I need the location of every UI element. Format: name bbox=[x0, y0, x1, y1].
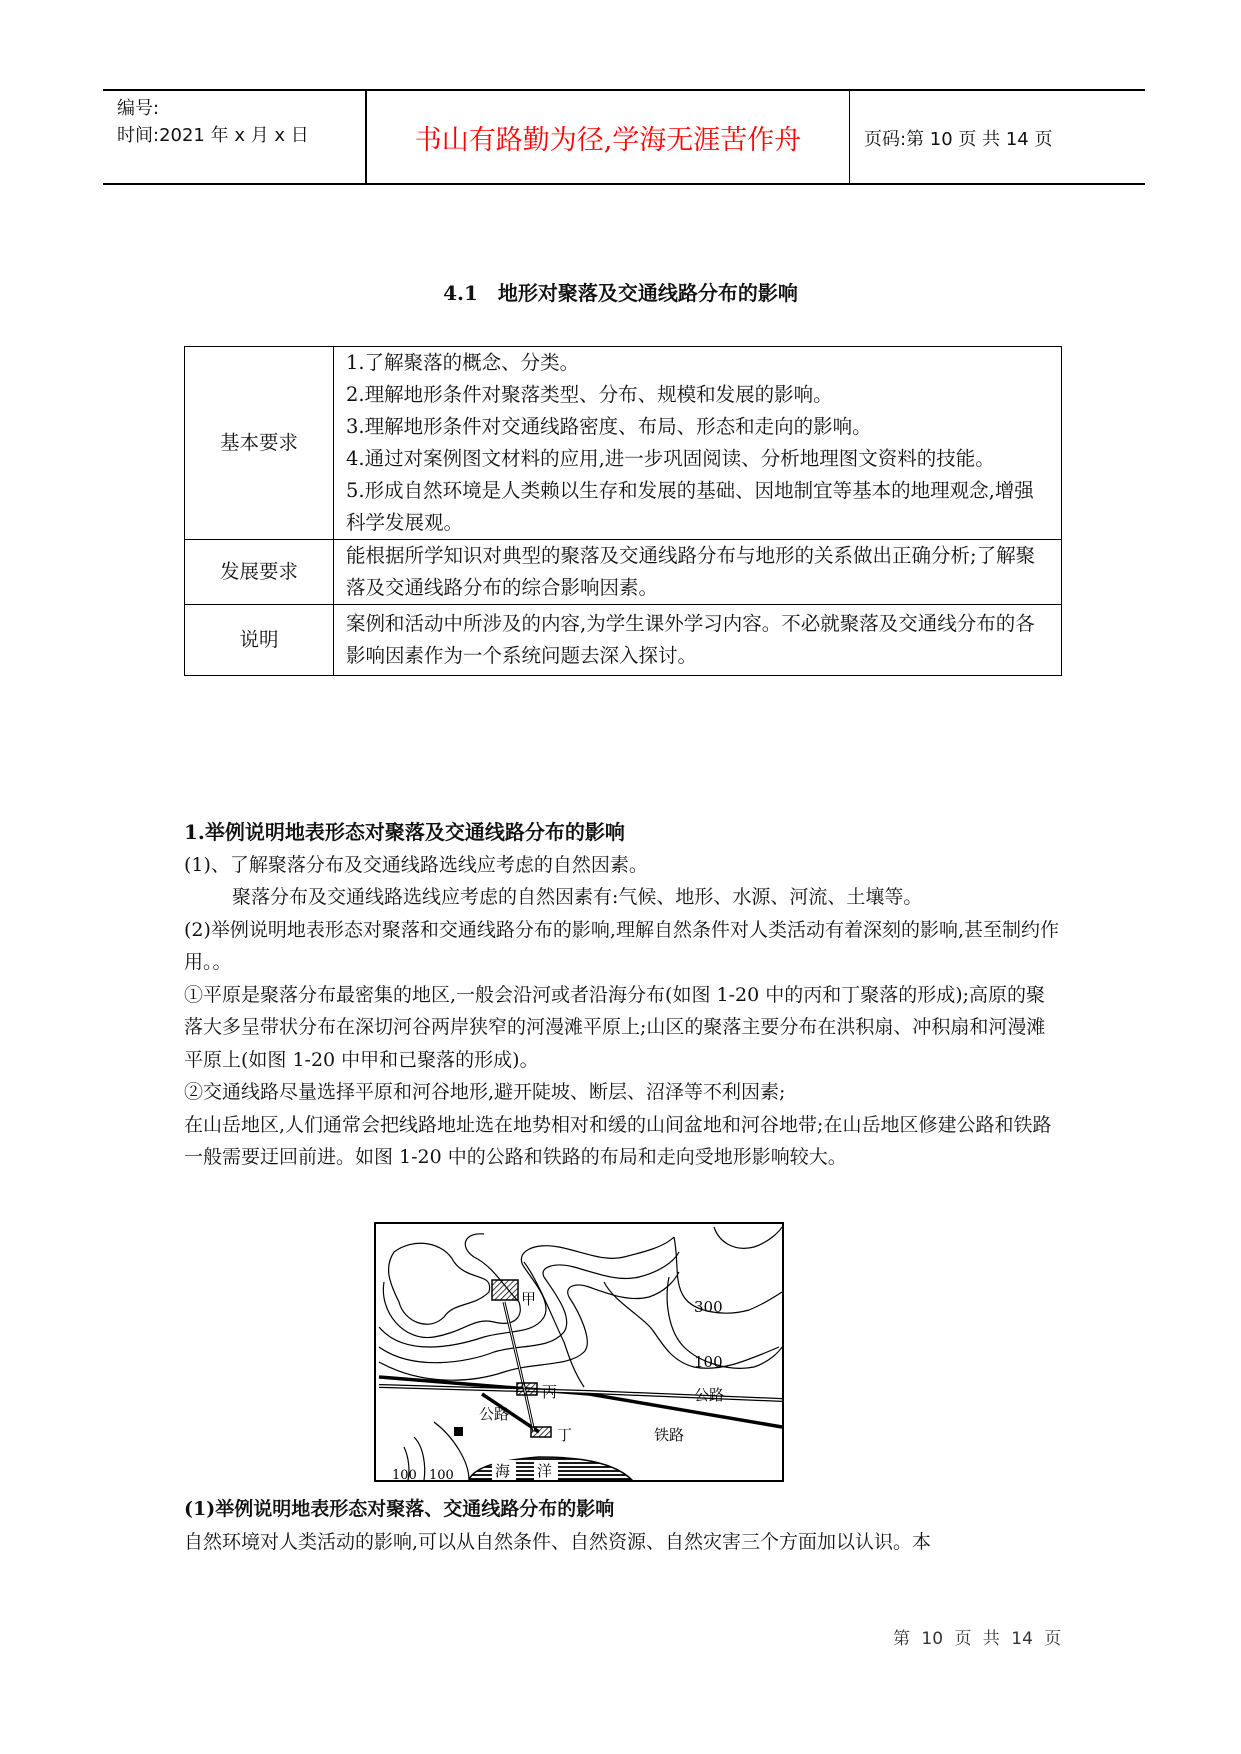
document-header bbox=[103, 89, 1145, 185]
list-item: 3.理解地形条件对交通线路密度、布局、形态和走向的影响。 bbox=[346, 415, 872, 438]
settlement-bing-marker bbox=[517, 1383, 537, 1395]
motto: 书山有路勤为径,学海无涯苦作舟 bbox=[414, 125, 802, 156]
label-contour-300: 300 bbox=[694, 1298, 723, 1316]
paragraph: 聚落分布及交通线路选线应考虑的自然因素有:气候、地形、水源、河流、土壤等。 bbox=[232, 886, 923, 908]
label-contour-100-a: 100 bbox=[392, 1468, 417, 1482]
paragraph: (1)、了解聚落分布及交通线路选线应考虑的自然因素。 bbox=[184, 853, 648, 876]
section-1 bbox=[184, 816, 1064, 1174]
row-value: 案例和活动中所涉及的内容,为学生课外学习内容。不必就聚落及交通线分布的各影响因素作为一个系统问题去深入探讨。 bbox=[334, 605, 1062, 676]
section-heading: (1)举例说明地表形态对聚落、交通线路分布的影响 bbox=[184, 1498, 615, 1520]
row-key: 说明 bbox=[185, 605, 334, 676]
label-sea-2: 洋 bbox=[537, 1462, 553, 1480]
list-item: 2.理解地形条件对聚落类型、分布、规模和发展的影响。 bbox=[346, 383, 833, 406]
row-value: 能根据所学知识对典型的聚落及交通线路分布与地形的关系做出正确分析;了解聚落及交通线路分布的综合影响因素。 bbox=[334, 540, 1062, 605]
table-row bbox=[185, 605, 1062, 676]
row-key: 基本要求 bbox=[185, 347, 334, 540]
paragraph: ①平原是聚落分布最密集的地区,一般会沿河或者沿海分布(如图 1-20 中的丙和丁聚落的形成);高原的聚落大多呈带状分布在深切河谷两岸狭窄的河漫滩平原上;山区的聚落主要分布在洪积扇、冲积扇和河漫滩平原上(如图 1-20 中甲和已聚落的形成)。 bbox=[184, 983, 1046, 1071]
requirements-table bbox=[184, 346, 1062, 676]
page-footer: 第 10 页 共 14 页 bbox=[893, 1629, 1062, 1649]
table-row bbox=[185, 540, 1062, 605]
label-sea-1: 海 bbox=[495, 1462, 511, 1480]
paragraph: 自然环境对人类活动的影响,可以从自然条件、自然资源、自然灾害三个方面加以认识。本 bbox=[184, 1530, 932, 1553]
label-road-right: 公路 bbox=[694, 1386, 725, 1404]
paragraph: (2)举例说明地表形态对聚落和交通线路分布的影响,理解自然条件对人类活动有着深刻的影响,甚至制约作用。。 bbox=[184, 918, 1059, 973]
row-key: 发展要求 bbox=[185, 540, 334, 605]
paragraph: ②交通线路尽量选择平原和河谷地形,避开陡坡、断层、沼泽等不利因素; bbox=[184, 1081, 786, 1103]
map-frame bbox=[375, 1223, 783, 1481]
label-railway: 铁路 bbox=[654, 1426, 685, 1444]
section-2 bbox=[184, 1493, 1064, 1558]
label-road-left: 公路 bbox=[479, 1405, 510, 1423]
paragraph: 在山岳地区,人们通常会把线路地址选在地势相对和缓的山间盆地和河谷地带;在山岳地区修建公路和铁路一般需要迂回前进。如图 1-20 中的公路和铁路的布局和走向受地形影响较大。 bbox=[184, 1113, 1052, 1168]
label-ding: 丁 bbox=[557, 1426, 573, 1444]
label-contour-100: 100 bbox=[694, 1353, 723, 1371]
header-page-cell bbox=[850, 91, 1145, 183]
page-title: 4.1 地形对聚落及交通线路分布的影响 bbox=[443, 281, 798, 305]
date-label: 时间:2021 年 x 月 x 日 bbox=[117, 125, 309, 146]
settlement-ji-marker bbox=[454, 1427, 463, 1436]
list-item: 4.通过对案例图文材料的应用,进一步巩固阅读、分析地理图文资料的技能。 bbox=[346, 447, 995, 470]
header-motto-cell bbox=[367, 91, 850, 183]
settlement-ding-marker bbox=[531, 1427, 551, 1437]
label-jia: 甲 bbox=[521, 1290, 537, 1308]
label-contour-100-b: 100 bbox=[429, 1468, 454, 1482]
list-item: 1.了解聚落的概念、分类。 bbox=[346, 351, 580, 374]
row-value bbox=[334, 347, 1062, 540]
table-row bbox=[185, 347, 1062, 540]
terrain-map-figure bbox=[374, 1222, 784, 1482]
list-item: 5.形成自然环境是人类赖以生存和发展的基础、因地制宜等基本的地理观念,增强科学发展观。 bbox=[346, 479, 1034, 534]
page-label: 页码:第 10 页 共 14 页 bbox=[864, 129, 1053, 150]
header-info-cell bbox=[103, 91, 367, 183]
section-heading: 1.举例说明地表形态对聚落及交通线路分布的影响 bbox=[184, 820, 625, 844]
settlement-jia-marker bbox=[492, 1280, 518, 1300]
serial-label: 编号: bbox=[117, 98, 160, 119]
label-bing: 丙 bbox=[542, 1383, 558, 1401]
